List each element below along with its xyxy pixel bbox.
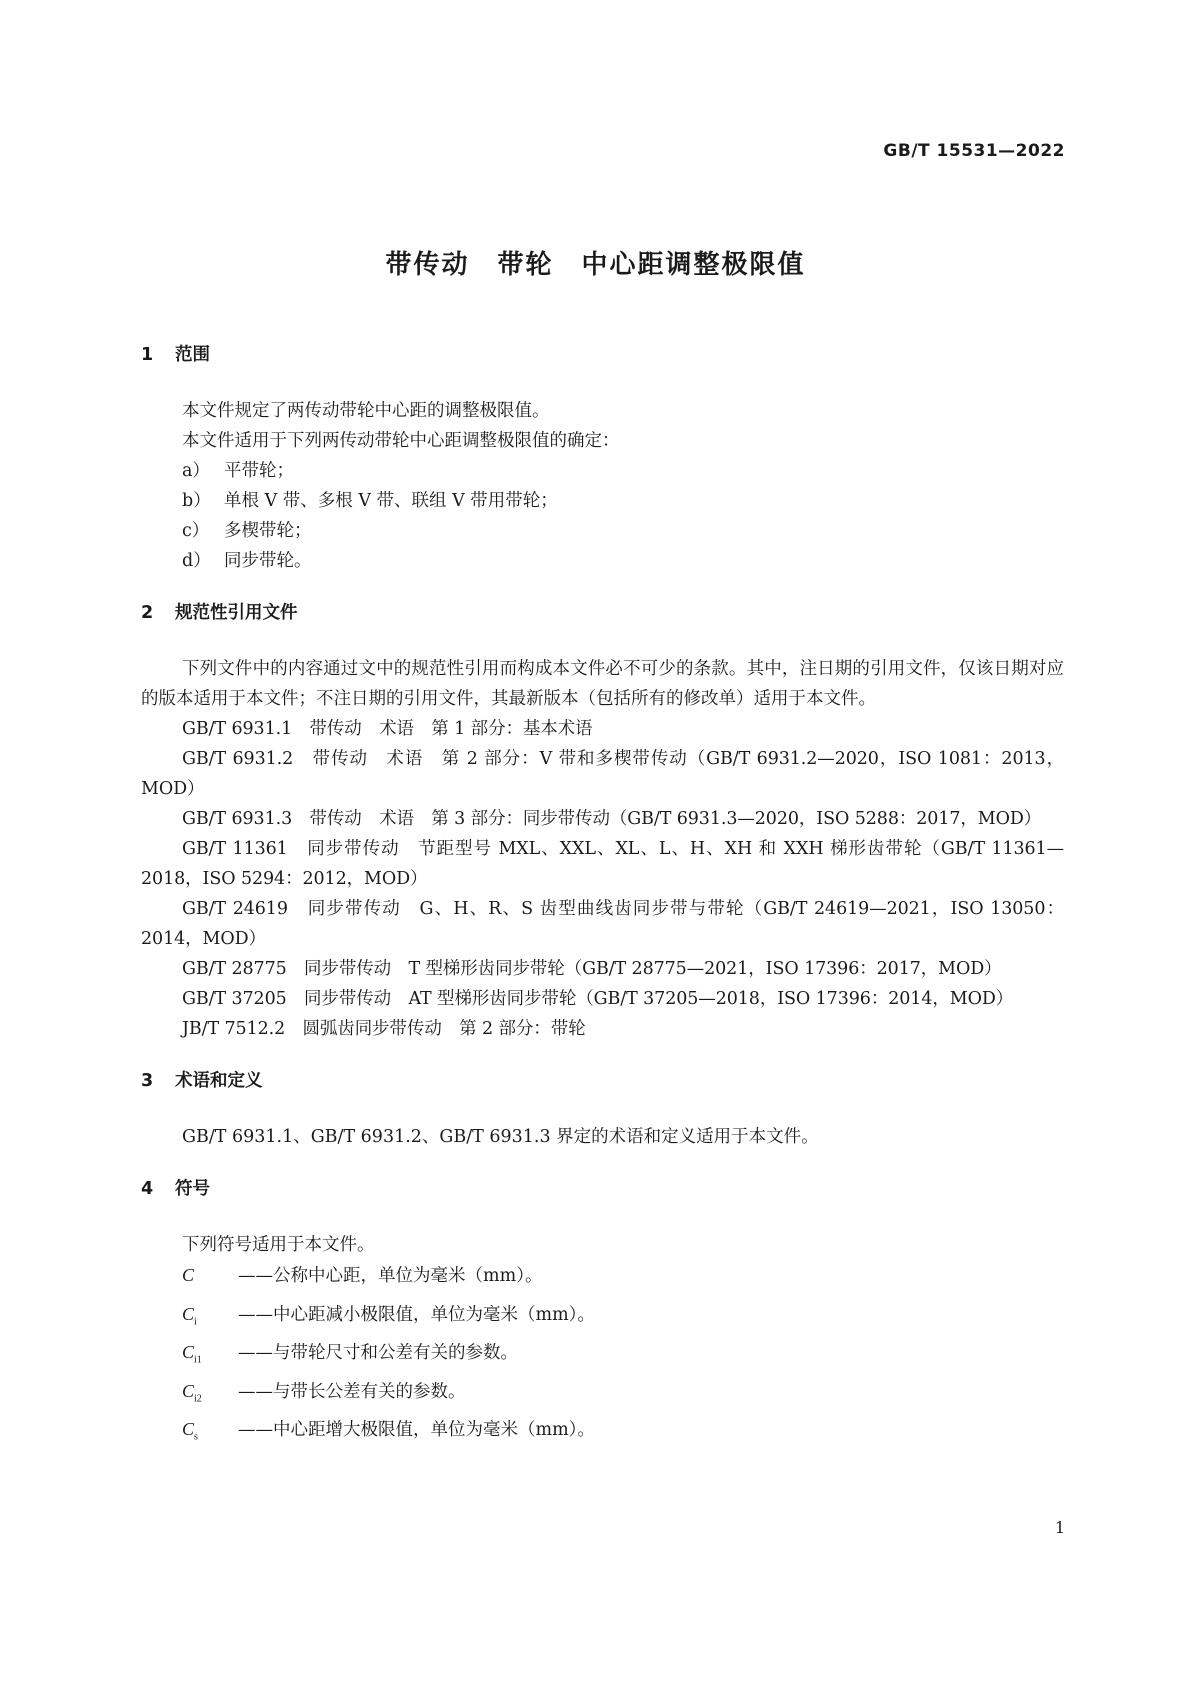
page-number: 1 — [1054, 1518, 1065, 1537]
paragraph: GB/T 6931.1、GB/T 6931.2、GB/T 6931.3 界定的术语和定义适用于本文件。 — [182, 1127, 819, 1147]
paragraph: 下列符号适用于本文件。 — [182, 1235, 375, 1255]
symbol — [182, 1376, 238, 1415]
section-number: 1 — [141, 345, 154, 365]
list-item — [141, 456, 1064, 486]
list-item — [141, 516, 1064, 546]
section-number: 2 — [141, 603, 154, 623]
paragraph: 下列文件中的内容通过文中的规范性引用而构成本文件必不可少的条款。其中，注日期的引用文件，仅该日期对应的版本适用于本文件；不注日期的引用文件，其最新版本（包括所有的修改单）适用于本文件。 — [141, 659, 1064, 709]
symbol-row — [141, 1337, 1064, 1376]
list-text: 单根 V 带、多根 V 带、联组 V 带用带轮； — [224, 491, 558, 511]
symbol — [182, 1260, 238, 1299]
list-marker: b） — [182, 491, 211, 511]
symbol-row — [141, 1299, 1064, 1338]
section-heading — [141, 1066, 1064, 1096]
section-title: 规范性引用文件 — [175, 603, 298, 623]
symbol-letter: C — [182, 1342, 195, 1363]
section-title: 术语和定义 — [175, 1071, 263, 1091]
section-heading — [141, 340, 1064, 370]
symbol-description: ——与带长公差有关的参数。 — [238, 1381, 466, 1402]
paragraph: 本文件适用于下列两传动带轮中心距调整极限值的确定： — [182, 431, 620, 451]
symbol-subscript: i — [194, 1316, 197, 1328]
symbol-row — [141, 1376, 1064, 1415]
section-number: 4 — [141, 1179, 154, 1199]
section-heading — [141, 1174, 1064, 1204]
reference-entry: GB/T 11361 同步带传动 节距型号 MXL、XXL、XL、L、H、XH 和 XXH 梯形齿带轮（GB/T 11361—2018，ISO 5294：2012，MOD） — [141, 839, 1064, 889]
symbol-row — [141, 1414, 1064, 1453]
symbol — [182, 1414, 238, 1453]
symbol-description: ——中心距减小极限值，单位为毫米（mm）。 — [238, 1304, 595, 1325]
standard-code: GB/T 15531—2022 — [883, 141, 1065, 161]
section-terms-definitions — [141, 1066, 1064, 1152]
section-symbols — [141, 1174, 1064, 1453]
section-number: 3 — [141, 1071, 154, 1091]
reference-entry: GB/T 28775 同步带传动 T 型梯形齿同步带轮（GB/T 28775—2021，ISO 17396：2017，MOD） — [182, 959, 1002, 979]
list-marker: a） — [182, 461, 210, 481]
section-normative-references — [141, 598, 1064, 1044]
symbol — [182, 1299, 238, 1338]
symbol-description: ——与带轮尺寸和公差有关的参数。 — [238, 1343, 518, 1364]
list-marker: d） — [182, 551, 211, 571]
symbol-letter: C — [182, 1303, 195, 1324]
section-scope — [141, 340, 1064, 576]
symbol-letter: C — [182, 1380, 195, 1401]
symbol-subscript: i2 — [194, 1393, 202, 1405]
section-heading — [141, 598, 1064, 628]
document-title: 带传动 带轮 中心距调整极限值 — [385, 250, 806, 280]
symbol-description: ——中心距增大极限值，单位为毫米（mm）。 — [238, 1420, 595, 1441]
reference-entry: GB/T 24619 同步带传动 G、H、R、S 齿型曲线齿同步带与带轮（GB/T 24619—2021，ISO 13050：2014，MOD） — [141, 899, 1064, 949]
symbol — [182, 1337, 238, 1376]
list-marker: c） — [182, 521, 210, 541]
symbol-subscript: s — [194, 1431, 198, 1443]
reference-entry: GB/T 6931.2 带传动 术语 第 2 部分：V 带和多楔带传动（GB/T 6931.2—2020，ISO 1081：2013，MOD） — [141, 749, 1064, 799]
reference-entry: GB/T 37205 同步带传动 AT 型梯形齿同步带轮（GB/T 37205—2018，ISO 17396：2014，MOD） — [182, 989, 1014, 1009]
reference-entry: JB/T 7512.2 圆弧齿同步带传动 第 2 部分：带轮 — [182, 1019, 586, 1039]
list-text: 同步带轮。 — [224, 551, 312, 571]
section-title: 符号 — [175, 1179, 210, 1199]
list-item — [141, 486, 1064, 516]
symbol-subscript: i1 — [194, 1354, 202, 1366]
reference-entry: GB/T 6931.1 带传动 术语 第 1 部分：基本术语 — [182, 719, 593, 739]
symbol-row — [141, 1260, 1064, 1299]
list-item — [141, 546, 1064, 576]
symbol-letter: C — [182, 1265, 195, 1285]
reference-entry: GB/T 6931.3 带传动 术语 第 3 部分：同步带传动（GB/T 6931.3—2020，ISO 5288：2017，MOD） — [182, 809, 1042, 829]
paragraph: 本文件规定了两传动带轮中心距的调整极限值。 — [182, 401, 550, 421]
section-title: 范围 — [175, 345, 210, 365]
document-body — [141, 340, 1064, 1475]
list-text: 多楔带轮； — [224, 521, 312, 541]
list-text: 平带轮； — [224, 461, 294, 481]
symbol-letter: C — [182, 1419, 195, 1440]
symbol-description: ——公称中心距，单位为毫米（mm）。 — [238, 1266, 543, 1286]
